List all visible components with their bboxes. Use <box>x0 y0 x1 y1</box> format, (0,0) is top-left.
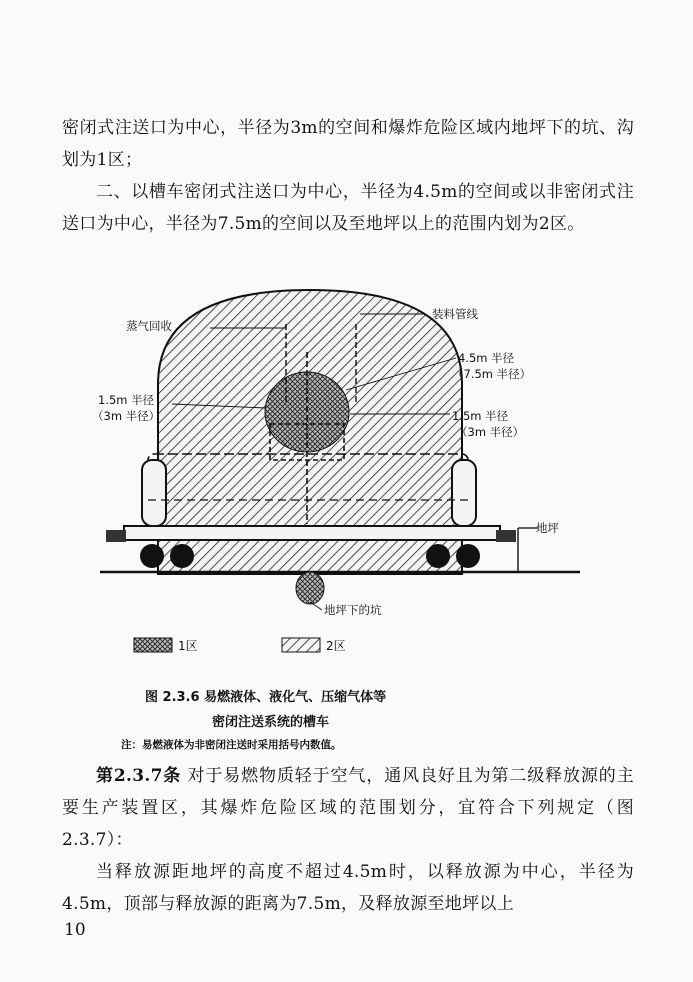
tank-end-right <box>452 460 476 526</box>
label-radius-4-5m: 4.5m 半径 <box>458 351 515 365</box>
paragraph-clause-2-3-7 <box>62 760 634 856</box>
page-number: 10 <box>64 920 86 940</box>
label-radius-3m-left: （3m 半径） <box>92 409 161 423</box>
tank-end-left <box>142 460 166 526</box>
coupler-right <box>496 530 516 542</box>
label-loading-pipeline: 装料管线 <box>432 307 478 321</box>
label-pit: 地坪下的坑 <box>324 603 382 617</box>
clause-number: 第2.3.7条 <box>96 766 182 786</box>
paragraph-zone1-definition: 密闭式注送口为中心，半径为3m的空间和爆炸危险区域内地坪下的坑、沟划为1区； <box>62 118 634 170</box>
coupler-left <box>106 530 126 542</box>
label-radius-7-5m: （7.5m 半径） <box>452 367 532 381</box>
label-radius-3m-right: （3m 半径） <box>456 425 525 439</box>
legend-swatch-zone2 <box>282 638 320 652</box>
legend-label-zone1: 1区 <box>178 639 198 653</box>
label-vapor-recovery: 蒸气回收 <box>126 319 172 333</box>
label-radius-1-5m-right: 1.5m 半径 <box>452 409 509 423</box>
clause-body: 对于易燃物质轻于空气，通风良好且为第二级释放源的主要生产装置区，其爆炸危险区域的范围划分，宜符合下列规定（图2.3.7）： <box>62 766 634 850</box>
chassis <box>124 526 500 540</box>
paragraph-release-source: 当释放源距地坪的高度不超过4.5m时，以释放源为中心，半径为4.5m，顶部与释放源的距离为7.5m，及释放源至地坪以上 <box>62 862 634 914</box>
legend-swatch-zone1 <box>134 638 172 652</box>
paragraph-zone2-definition: 二、以槽车密闭式注送口为中心，半径为4.5m的空间或以非密闭式注送口为中心，半径为7.5m的空间以及至地坪以上的范围内划为2区。 <box>62 182 634 234</box>
label-ground: 地坪 <box>536 521 559 535</box>
figure-caption-line1: 图 2.3.6 易燃液体、液化气、压缩气体等 <box>145 690 387 705</box>
legend-label-zone2: 2区 <box>326 639 346 653</box>
tank-car-hazard-diagram <box>60 264 620 664</box>
pit-zone1 <box>296 572 324 604</box>
figure-caption-line2: 密闭注送系统的槽车 <box>212 715 330 730</box>
label-radius-1-5m-left: 1.5m 半径 <box>98 393 155 407</box>
figure-note: 注：易燃液体为非密闭注送时采用括号内数值。 <box>121 739 342 751</box>
